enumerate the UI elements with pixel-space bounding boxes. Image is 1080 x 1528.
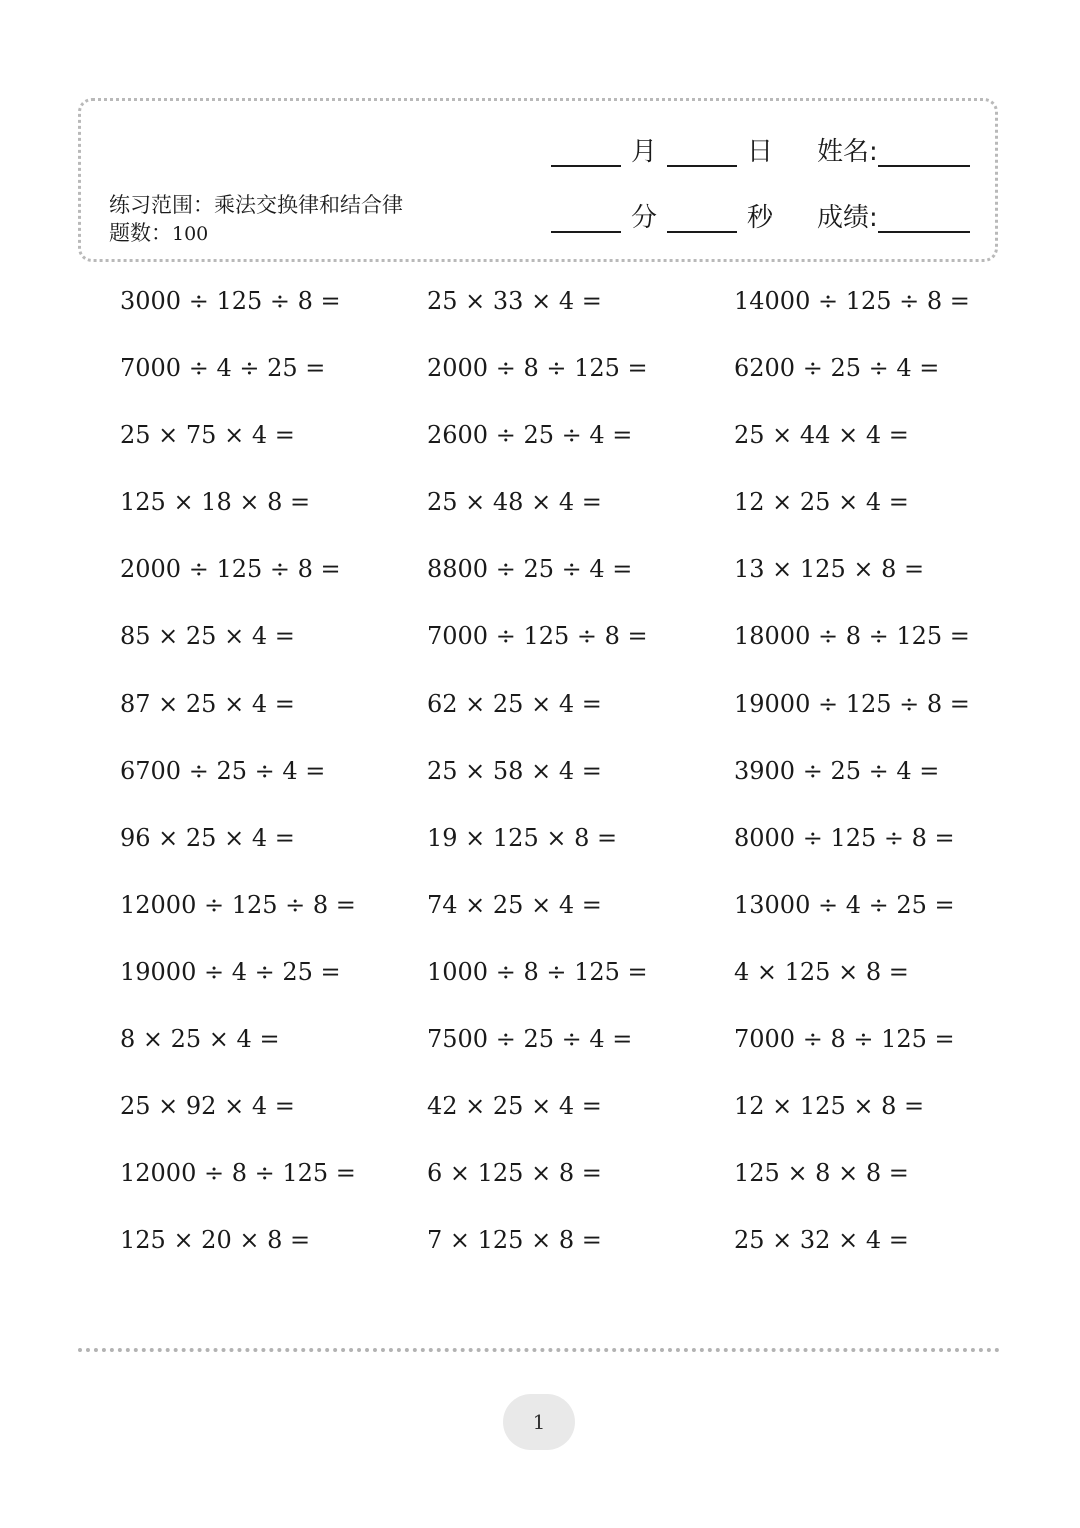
header-box [78,98,998,262]
problem-item: 25 × 58 × 4 = [427,756,602,785]
problem-item: 18000 ÷ 8 ÷ 125 = [734,622,970,651]
problem-item: 25 × 32 × 4 = [734,1226,909,1255]
count-value: 100 [172,223,209,245]
problem-item: 19 × 125 × 8 = [427,823,618,852]
problem-item: 7000 ÷ 4 ÷ 25 = [120,354,326,383]
problem-item: 7000 ÷ 125 ÷ 8 = [427,622,648,651]
problem-item: 13000 ÷ 4 ÷ 25 = [734,890,955,919]
problem-item: 19000 ÷ 125 ÷ 8 = [734,689,970,718]
problem-item: 4 × 125 × 8 = [734,957,909,986]
problem-item: 25 × 33 × 4 = [427,287,602,315]
problem-item: 125 × 18 × 8 = [120,488,311,517]
date-row [551,131,970,171]
scope-text: 练习范围：乘法交换律和结合律 [109,193,403,217]
minute-label: 分 [631,203,658,233]
second-blank[interactable] [667,201,737,233]
time-row [551,197,970,237]
problem-item: 12 × 125 × 8 = [734,1092,925,1121]
problem-item: 25 × 92 × 4 = [120,1092,295,1121]
problem-item: 2000 ÷ 125 ÷ 8 = [120,555,341,584]
month-blank[interactable] [551,135,621,167]
problem-item: 2600 ÷ 25 ÷ 4 = [427,421,633,450]
problem-item: 13 × 125 × 8 = [734,555,925,584]
footer-divider [78,1348,1000,1352]
problem-item: 6700 ÷ 25 ÷ 4 = [120,756,326,785]
problem-item: 6 × 125 × 8 = [427,1159,602,1188]
page-number: 1 [503,1394,575,1450]
problem-item: 42 × 25 × 4 = [427,1092,602,1121]
problem-item: 25 × 44 × 4 = [734,421,909,450]
problem-item: 12000 ÷ 125 ÷ 8 = [120,890,356,919]
problem-item: 6200 ÷ 25 ÷ 4 = [734,354,940,383]
problem-item: 8000 ÷ 125 ÷ 8 = [734,823,955,852]
problem-item: 1000 ÷ 8 ÷ 125 = [427,957,648,986]
problem-item: 14000 ÷ 125 ÷ 8 = [734,287,970,315]
problem-item: 3900 ÷ 25 ÷ 4 = [734,756,940,785]
problem-item: 25 × 75 × 4 = [120,421,295,450]
count-label: 题数： [109,221,172,245]
second-label: 秒 [747,203,774,233]
problem-item: 85 × 25 × 4 = [120,622,295,651]
month-label: 月 [631,137,658,167]
problem-item: 12 × 25 × 4 = [734,488,909,517]
name-blank[interactable] [878,135,970,167]
problem-item: 2000 ÷ 8 ÷ 125 = [427,354,648,383]
problem-item: 125 × 8 × 8 = [734,1159,909,1188]
minute-blank[interactable] [551,201,621,233]
problem-item: 19000 ÷ 4 ÷ 25 = [120,957,341,986]
practice-scope [109,191,409,248]
problem-item: 7500 ÷ 25 ÷ 4 = [427,1025,633,1054]
problem-item: 3000 ÷ 125 ÷ 8 = [120,287,341,315]
problem-item: 74 × 25 × 4 = [427,890,602,919]
day-label: 日 [747,137,774,167]
problem-grid [120,268,1034,1274]
problem-item: 87 × 25 × 4 = [120,689,295,718]
problem-item: 7000 ÷ 8 ÷ 125 = [734,1025,955,1054]
name-label: 姓名: [817,137,878,167]
score-blank[interactable] [878,201,970,233]
day-blank[interactable] [667,135,737,167]
problem-item: 12000 ÷ 8 ÷ 125 = [120,1159,356,1188]
problem-item: 62 × 25 × 4 = [427,689,602,718]
problem-item: 7 × 125 × 8 = [427,1226,602,1255]
problem-item: 96 × 25 × 4 = [120,823,295,852]
problem-item: 8800 ÷ 25 ÷ 4 = [427,555,633,584]
problem-item: 125 × 20 × 8 = [120,1226,311,1255]
problem-item: 8 × 25 × 4 = [120,1025,280,1054]
score-label: 成绩: [817,203,878,233]
problem-item: 25 × 48 × 4 = [427,488,602,517]
